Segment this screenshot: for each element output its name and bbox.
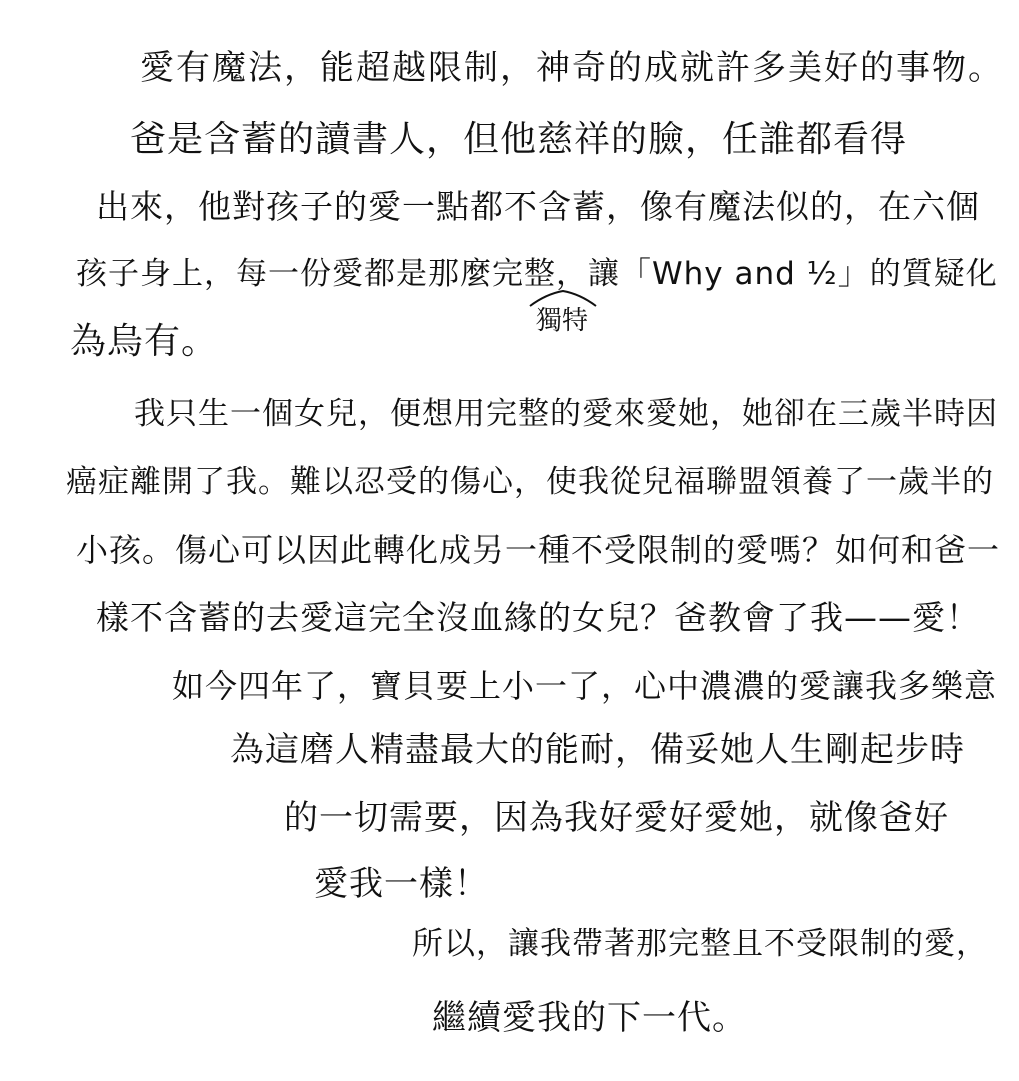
letter-line: 如今四年了，寶貝要上小一了，心中濃濃的愛讓我多樂意 — [172, 667, 998, 705]
letter-line: 我只生一個女兒，便想用完整的愛來愛她，她卻在三歲半時因 — [134, 396, 998, 432]
letter-line: 孩子身上，每一份愛都是那麼完整，讓「Why and ½」的質疑化 — [76, 256, 998, 292]
letter-line: 所以，讓我帶著那完整且不受限制的愛， — [412, 926, 988, 962]
letter-line: 為這磨人精盡最大的能耐，備妥她人生剛起步時 — [230, 730, 965, 770]
letter-line: 樣不含蓄的去愛這完全沒血緣的女兒？爸教會了我——愛！ — [96, 598, 980, 637]
letter-line: 繼續愛我的下一代。 — [432, 998, 747, 1038]
insertion-note: 獨特 — [536, 306, 589, 336]
letter-line: 為烏有。 — [70, 321, 219, 362]
letter-line: 癌症離開了我。難以忍受的傷心，使我從兒福聯盟領養了一歲半的 — [66, 464, 994, 500]
letter-line: 愛我一樣！ — [314, 864, 489, 904]
letter-line: 出來，他對孩子的愛一點都不含蓄，像有魔法似的，在六個 — [96, 187, 980, 226]
letter-line: 愛有魔法，能超越限制，神奇的成就許多美好的事物。 — [140, 48, 1004, 88]
letter-line: 的一切需要，因為我好愛好愛她，就像爸好 — [284, 798, 949, 838]
letter-line: 小孩。傷心可以因此轉化成另一種不受限制的愛嗎？如何和爸一 — [76, 531, 1001, 569]
letter-line: 爸是含蓄的讀書人，但他慈祥的臉，任誰都看得 — [130, 119, 908, 160]
